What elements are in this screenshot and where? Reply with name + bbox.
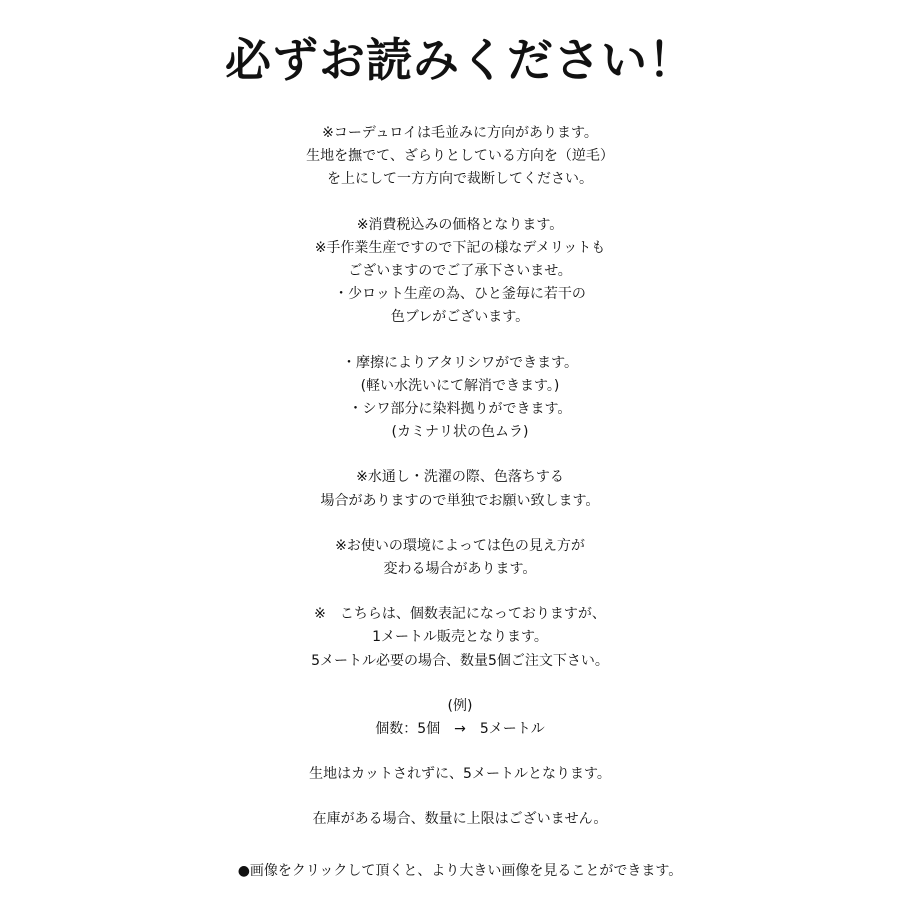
text-line: ・少ロット生産の為、ひと釜毎に若干の (334, 286, 586, 303)
notice-body (0, 122, 920, 854)
text-line: ※水通し・洗濯の際、色落ちする (356, 469, 564, 486)
text-line: (軽い水洗いにて解消できます。) (360, 377, 560, 394)
text-line: 色ブレがございます。 (390, 309, 530, 326)
text-line: (カミナリ状の色ムラ) (391, 424, 529, 441)
paragraph-friction-marks (0, 352, 920, 445)
text-line: 在庫がある場合、数量に上限はございません。 (312, 811, 608, 828)
text-line: 5メートル必要の場合、数量5個ご注文下さい。 (311, 652, 609, 669)
text-line: 変わる場合があります。 (383, 561, 537, 578)
text-line: を上にして一方方向で裁断してください。 (327, 171, 593, 188)
paragraph-price-and-handmade (0, 214, 920, 330)
text-line: ございますのでご了承下さいませ。 (348, 263, 572, 280)
text-line: 場合がありますので単独でお願い致します。 (320, 492, 600, 509)
paragraph-quantity-unit (0, 603, 920, 673)
paragraph-display-colors (0, 535, 920, 581)
paragraph-example (0, 695, 920, 741)
image-click-note: ●画像をクリックして頂くと、より大きい画像を見ることができます。 (237, 863, 683, 879)
text-line: 個数：5個 → 5メートル (375, 721, 545, 738)
text-line: ・シワ部分に染料拠りができます。 (348, 401, 572, 418)
paragraph-color-bleed (0, 466, 920, 512)
text-line: 生地を撫でて、ざらりとしている方向を（逆毛） (306, 148, 614, 165)
text-line: ・摩擦によりアタリシワができます。 (342, 354, 578, 371)
text-line: ※手作業生産ですので下記の様なデメリットも (314, 239, 606, 256)
text-line: ※コーデュロイは毛並みに方向があります。 (322, 125, 598, 141)
text-line: 1メートル販売となります。 (372, 629, 548, 646)
text-line: 生地はカットされずに、5メートルとなります。 (309, 766, 611, 783)
text-line: ※ こちらは、個数表記になっておりますが、 (314, 606, 606, 623)
paragraph-uncut (0, 763, 920, 786)
text-line: ※消費税込みの価格となります。 (356, 216, 564, 233)
text-line: (例) (447, 697, 473, 714)
page-title: 必ずお読みください！ (225, 33, 695, 87)
text-line: ※お使いの環境によっては色の見え方が (335, 537, 585, 554)
paragraph-nap-direction (0, 122, 920, 192)
paragraph-stock-limit (0, 808, 920, 831)
